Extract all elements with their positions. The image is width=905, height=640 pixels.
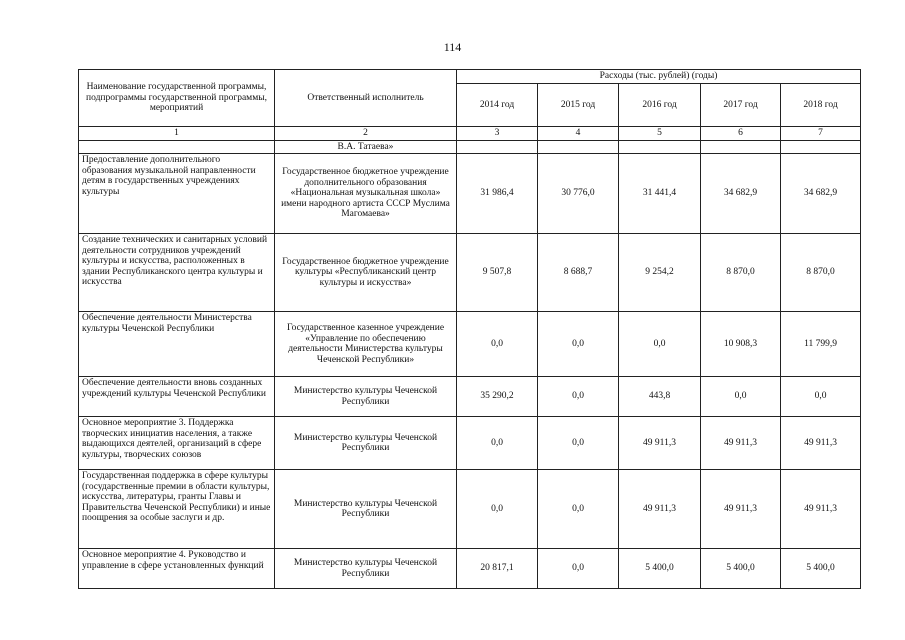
column-number: 5 [619,127,701,141]
continuation-blank [781,140,861,154]
continuation-blank [538,140,619,154]
activity-name: Основное мероприятие 3. Поддержка творческих инициатив населения, а также выдающихся деятелей, организаций в сфере культуры, творческих союзов [79,417,275,470]
table-row [79,549,861,589]
continuation-blank [79,140,275,154]
executor: Министерство культуры Чеченской Республики [275,549,457,589]
header-year: 2018 год [781,84,861,127]
expense-value: 8 688,7 [538,234,619,312]
column-number: 1 [79,127,275,141]
expense-value: 0,0 [701,377,781,417]
expense-value: 9 507,8 [457,234,538,312]
activity-name: Обеспечение деятельности вновь созданных учреждений культуры Чеченской Республики [79,377,275,417]
continuation-blank [701,140,781,154]
executor: Государственное бюджетное учреждение дополнительного образования «Национальная музыкальная школа» имени народного артиста СССР Муслима Магомаева» [275,154,457,234]
table-row [79,154,861,234]
expense-value: 0,0 [538,470,619,549]
expense-value: 20 817,1 [457,549,538,589]
expense-value: 49 911,3 [701,417,781,470]
expense-value: 31 441,4 [619,154,701,234]
expense-value: 11 799,9 [781,312,861,377]
header-executor-column: Ответственный исполнитель [275,70,457,127]
continuation-blank [619,140,701,154]
expense-value: 8 870,0 [781,234,861,312]
expense-value: 0,0 [538,377,619,417]
header-year: 2016 год [619,84,701,127]
expense-value: 30 776,0 [538,154,619,234]
activity-name: Государственная поддержка в сфере культуры (государственные премии в области культуры, искусства, литературы, гранты Главы и Правительства Чеченской Республики) и иные поощрения за особые заслуги и др. [79,470,275,549]
expense-value: 8 870,0 [701,234,781,312]
executor: Министерство культуры Чеченской Республики [275,417,457,470]
expense-value: 0,0 [457,417,538,470]
expense-value: 0,0 [457,312,538,377]
expense-value: 0,0 [781,377,861,417]
table-row [79,417,861,470]
expense-value: 0,0 [538,549,619,589]
activity-name: Обеспечение деятельности Министерства культуры Чеченской Республики [79,312,275,377]
executor: Государственное бюджетное учреждение культуры «Республиканский центр культуры и искусства» [275,234,457,312]
executor: Министерство культуры Чеченской Республики [275,470,457,549]
expense-value: 31 986,4 [457,154,538,234]
table-row [79,470,861,549]
column-number: 2 [275,127,457,141]
expense-value: 0,0 [538,312,619,377]
expense-value: 9 254,2 [619,234,701,312]
expense-value: 0,0 [457,470,538,549]
column-number: 3 [457,127,538,141]
column-numbers-row [79,127,861,141]
expense-value: 49 911,3 [619,470,701,549]
expense-value: 443,8 [619,377,701,417]
activity-name: Основное мероприятие 4. Руководство и управление в сфере установленных функций [79,549,275,589]
header-expenses: Расходы (тыс. рублей) (годы) [457,70,861,84]
expense-value: 49 911,3 [781,470,861,549]
continuation-text: В.А. Татаева» [275,140,457,154]
expense-value: 35 290,2 [457,377,538,417]
expense-value: 0,0 [619,312,701,377]
expense-value: 34 682,9 [701,154,781,234]
header-year: 2015 год [538,84,619,127]
table-row [79,312,861,377]
activity-name: Создание технических и санитарных условий деятельности сотрудников учреждений культуры и искусства, расположенных в здании Республиканского центра культуры и искусства [79,234,275,312]
executor: Министерство культуры Чеченской Республики [275,377,457,417]
executor: Государственное казенное учреждение «Управление по обеспечению деятельности Министерства культуры Чеченской Республики» [275,312,457,377]
expense-value: 49 911,3 [619,417,701,470]
table-row [79,377,861,417]
budget-table [78,69,861,589]
header-year: 2017 год [701,84,781,127]
expense-value: 49 911,3 [701,470,781,549]
expense-value: 0,0 [538,417,619,470]
expense-value: 10 908,3 [701,312,781,377]
continuation-blank [457,140,538,154]
activity-name: Предоставление дополнительного образования музыкальной направленности детям в государственных учреждениях культуры [79,154,275,234]
column-number: 7 [781,127,861,141]
table-row [79,234,861,312]
expense-value: 5 400,0 [701,549,781,589]
header-name-column: Наименование государственной программы, подпрограммы государственной программы, мероприятий [79,70,275,127]
column-number: 6 [701,127,781,141]
continuation-row [79,140,861,154]
expense-value: 49 911,3 [781,417,861,470]
expense-value: 5 400,0 [619,549,701,589]
header-year: 2014 год [457,84,538,127]
expense-value: 5 400,0 [781,549,861,589]
page-number: 114 [443,40,462,54]
column-number: 4 [538,127,619,141]
header-row-top [79,70,861,84]
expense-value: 34 682,9 [781,154,861,234]
